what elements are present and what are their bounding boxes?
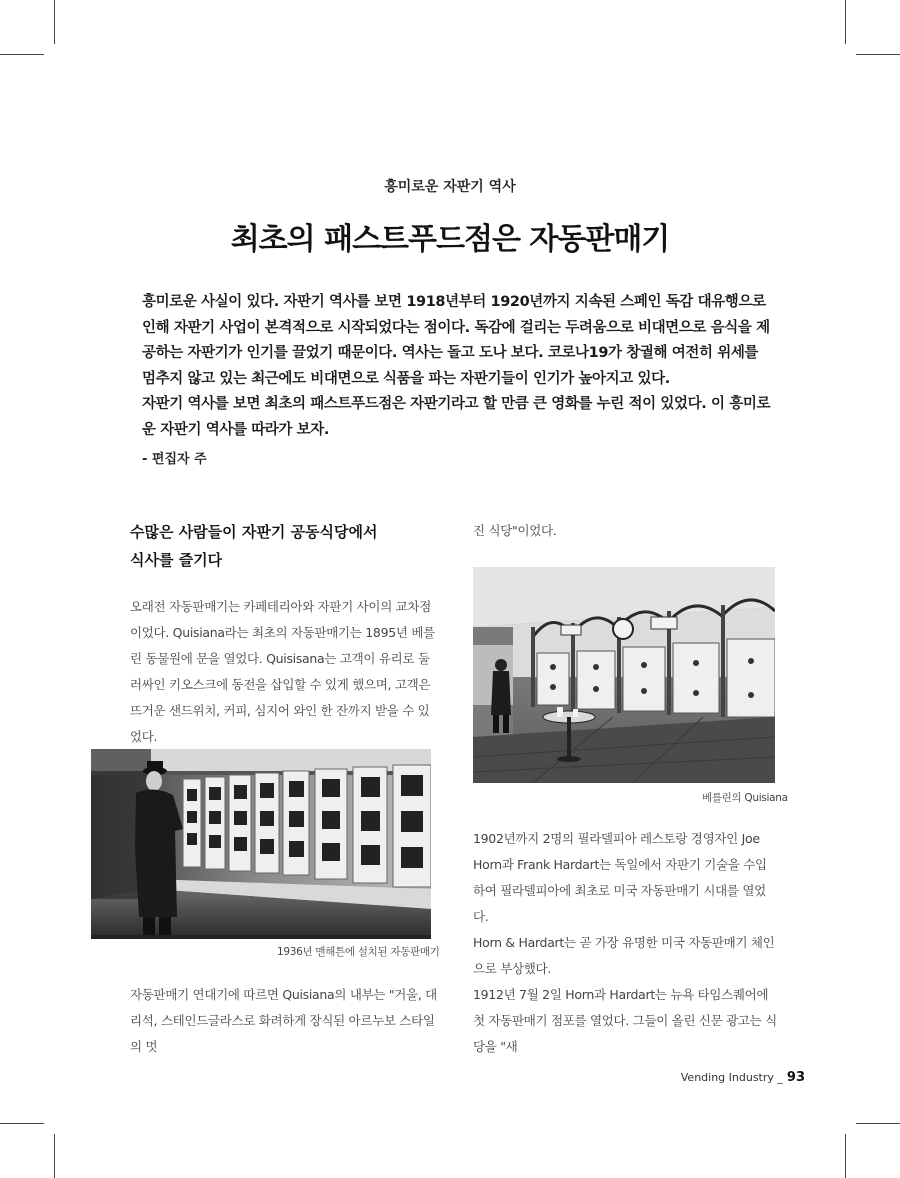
crop-mark [54, 1134, 55, 1178]
subhead-line: 식사를 즐기다 [130, 551, 223, 569]
lead-block [142, 290, 772, 443]
body-paragraph: 진 식당"이었다. [473, 523, 557, 538]
crop-mark [845, 1134, 846, 1178]
crop-mark [856, 54, 900, 55]
crop-mark [845, 0, 846, 44]
section-subhead [130, 518, 450, 574]
automat-manhattan-photo [91, 749, 431, 939]
left-column-text [130, 594, 440, 750]
body-paragraph: Horn & Hardart는 곧 가장 유명한 미국 자동판매기 체인으로 부상했다. [473, 935, 775, 976]
crop-mark [856, 1123, 900, 1124]
right-column-text [473, 826, 778, 982]
magazine-name: Vending Industry _ [680, 1071, 783, 1084]
photo-caption: 베를린의 Quisiana [702, 792, 788, 804]
subhead-line: 수많은 사람들이 자판기 공동식당에서 [130, 523, 378, 541]
editor-note: - 편집자 주 [142, 452, 207, 467]
left-column-text [130, 982, 440, 1060]
right-column-text [473, 982, 778, 1060]
page-footer [681, 1070, 805, 1085]
photo-caption: 1936년 맨해튼에 설치된 자동판매기 [277, 946, 440, 958]
body-paragraph: 오래전 자동판매기는 카페테리아와 자판기 사이의 교차점이었다. Quisiana라는 최초의 자동판매기는 1895년 베를린 동물원에 문을 열었다. Quisisana는 고객이 유리로 둘러싸인 키오스크에 동전을 삽입할 수 있게 했으며, 고객은 뜨거운 샌드위치, 커피, 심지어 와인 한 잔까지 받을 수 있었다. [130, 599, 435, 744]
crop-mark [0, 1123, 44, 1124]
right-column-text [473, 518, 778, 544]
article-kicker: 흥미로운 자판기 역사 [384, 179, 516, 195]
crop-mark [54, 0, 55, 44]
quisiana-berlin-photo [473, 567, 775, 783]
body-paragraph: 1912년 7월 2일 Horn과 Hardart는 뉴욕 타임스퀘어에 첫 자동판매기 점포를 열었다. 그들이 올린 신문 광고는 식당을 "새 [473, 987, 777, 1054]
page-number: 93 [786, 1070, 805, 1085]
article-title: 최초의 패스트푸드점은 자동판매기 [230, 222, 670, 257]
body-paragraph: 1902년까지 2명의 필라델피아 레스토랑 경영자인 Joe Horn과 Frank Hardart는 독일에서 자판기 기술을 수입하여 필라델피아에 최초로 미국 자동판매기 시대를 열었다. [473, 831, 767, 924]
crop-mark [0, 54, 44, 55]
body-paragraph: 자동판매기 연대기에 따르면 Quisiana의 내부는 "거울, 대리석, 스테인드글라스로 화려하게 장식된 아르누보 스타일의 멋 [130, 987, 437, 1054]
lead-paragraph: 흥미로운 사실이 있다. 자판기 역사를 보면 1918년부터 1920년까지 지속된 스페인 독감 대유행으로 인해 자판기 사업이 본격적으로 시작되었다는 점이다. 독감에 걸리는 두려움으로 비대면으로 음식을 제공하는 자판기가 인기를 끌었기 때문이다. 역사는 돌고 도나 보다. 코로나19가 창궐해 여전히 위세를 멈추지 않고 있는 최근에도 비대면으로 식품을 파는 자판기들이 인기가 높아지고 있다. [142, 294, 770, 387]
lead-paragraph: 자판기 역사를 보면 최초의 패스트푸드점은 자판기라고 할 만큼 큰 영화를 누린 적이 있었다. 이 흥미로운 자판기 역사를 따라가 보자. [142, 396, 771, 438]
